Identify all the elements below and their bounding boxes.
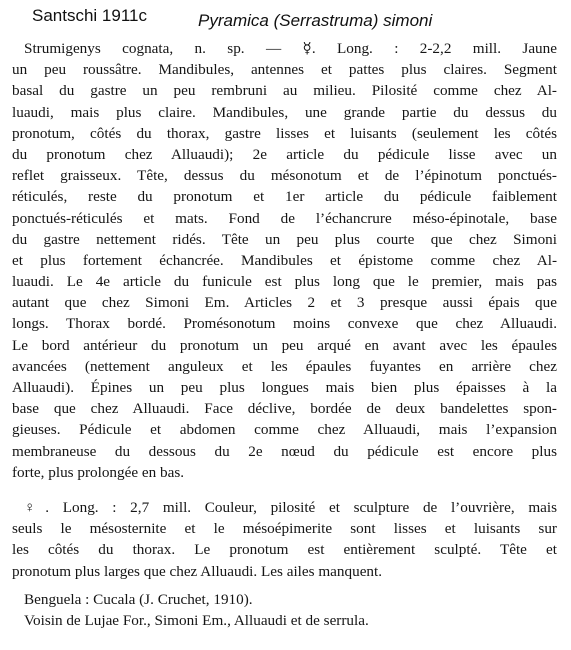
text-line: base que chez Alluaudi. Face déclive, bordée de deux bandelettes spon- [12, 400, 557, 418]
text-line: pronotum plus larges que chez Alluaudi. Les ailes manquent. [12, 562, 383, 580]
text-line: gieuses. Pédicule et abdomen comme chez Alluaudi, mais l’expansion [12, 421, 557, 439]
taxon-name-label: Pyramica (Serrastruma) simoni [198, 11, 433, 30]
text-line: Benguela : Cucala (J. Cruchet, 1910). [24, 591, 253, 608]
text-line: basal du gastre un peu rembruni au milieu. Pilosité comme chez Al- [12, 82, 557, 100]
locality-note [12, 589, 557, 631]
female-description [12, 497, 557, 582]
text-line: du gastre nettement ridés. Tête un peu plus courte que chez Simoni [12, 230, 557, 248]
text-line: réticulés, reste du pronotum et 1er article du pédicule faiblement [12, 188, 557, 206]
text-line: du pronotum chez Alluaudi); 2e article du pédicule lisse avec un [12, 145, 557, 163]
text-line: un peu roussâtre. Mandibules, antennes et pattes plus claires. Segment [12, 61, 557, 79]
text-line: reflet graisseux. Tête, dessus du mésonotum et de l’épinotum ponctués- [12, 167, 557, 185]
text-line: Le bord antérieur du pronotum un peu arqué en avant avec les épaules [12, 336, 557, 354]
text-line: ♀. Long. : 2,7 mill. Couleur, pilosité et sculpture de l’ouvrière, mais [24, 499, 557, 516]
text-line: seuls le mésosternite et le mésoépimerite sont lisses et luisants sur [12, 520, 557, 538]
text-line: membraneuse du dessous du 2e nœud du pédicule est encore plus [12, 442, 557, 460]
text-line: luaudi, mais plus claire. Mandibules, une grande partie du dessus du [12, 103, 557, 121]
text-line: Alluaudi). Épines un peu plus longues mais bien plus épaisses à la [12, 379, 557, 396]
text-line: longs. Thorax bordé. Promésonotum moins convexe que chez Alluaudi. [12, 315, 557, 333]
text-line: Voisin de Lujae For., Simoni Em., Alluaudi et de serrula. [24, 612, 369, 630]
text-line: avancées (nettement anguleux et les épaules fuyantes en arrière chez [12, 357, 557, 375]
text-line: luaudi. Le 4e article du funicule est plus long que le premier, mais pas [12, 273, 557, 291]
text-line: forte, plus prolongée en bas. [12, 463, 185, 481]
citation-label: Santschi 1911c [32, 6, 147, 25]
text-line: autant que chez Simoni Em. Articles 2 et 3 presque aussi épais que [12, 294, 557, 312]
species-description [12, 38, 557, 483]
text-line: Strumigenys cognata, n. sp. — ☿. Long. : 2-2,2 mill. Jaune [24, 40, 557, 57]
text-line: et plus fortement échancrée. Mandibules et épistome comme chez Al- [12, 251, 557, 269]
text-line: ponctués-réticulés et mats. Fond de l’échancrure méso-épinotale, base [12, 209, 557, 227]
text-line: pronotum, côtés du thorax, gastre lisses et luisants (seulement les côtés [12, 124, 557, 142]
text-line: les côtés du thorax. Le pronotum est entièrement sculpté. Tête et [12, 541, 557, 559]
